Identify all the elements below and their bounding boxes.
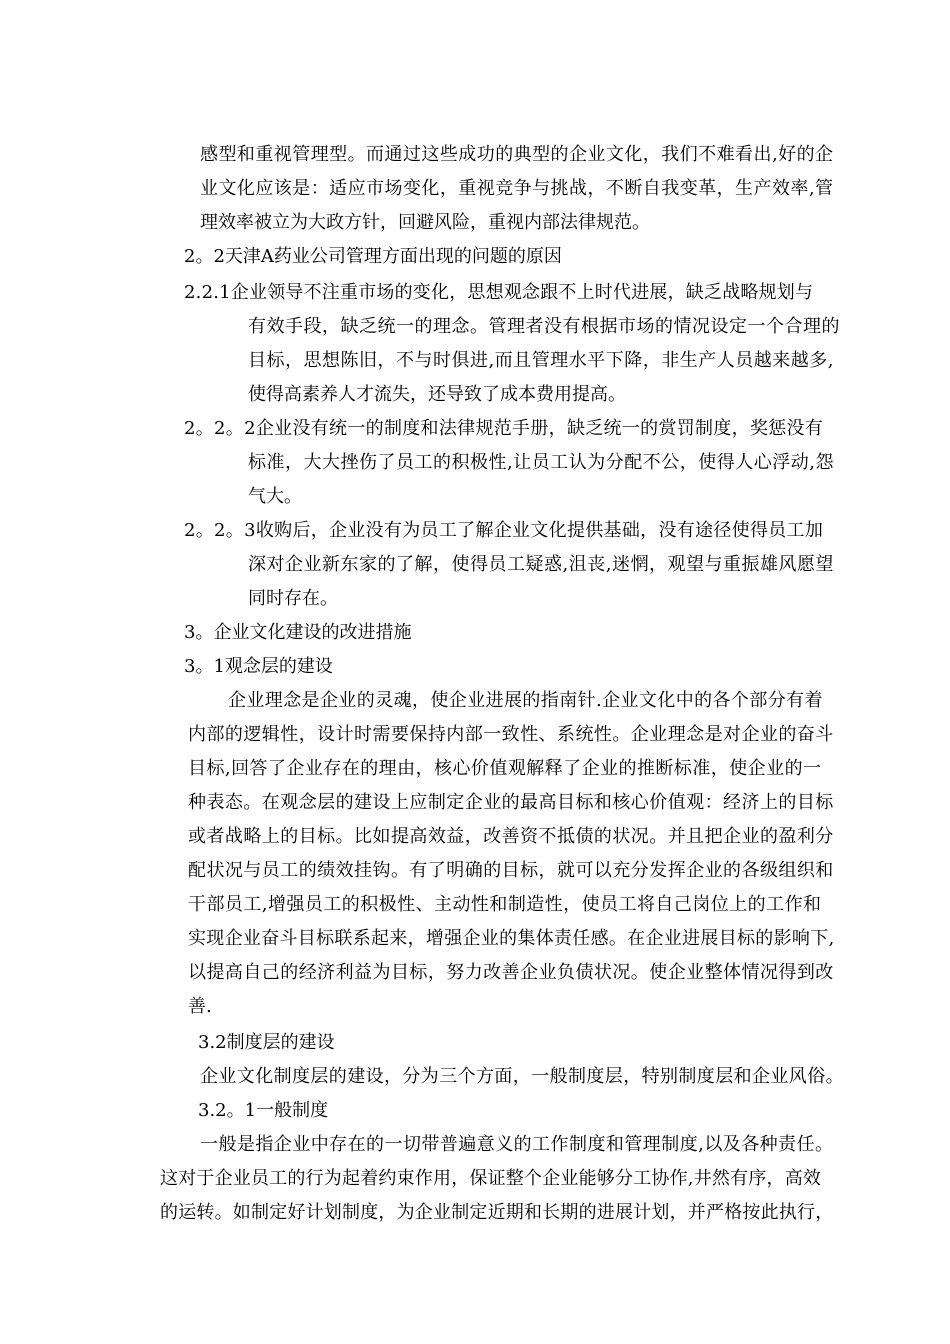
paragraph-line: 干部员工,增强员工的积极性、主动性和制造性，使员工将自己岗位上的工作和 [188,894,822,915]
paragraph-line: 的运转。如制定好计划制度，为企业制定近期和长期的进展计划，并严格按此执行， [160,1202,834,1223]
section-heading: 3。企业文化建设的改进措施 [184,622,412,643]
paragraph-line: 以提高自己的经济利益为目标，努力改善企业负债状况。使企业整体情况得到改 [188,962,834,983]
paragraph-line: 目标,回答了企业存在的理由，核心价值观解释了企业的推断标准，使企业的一 [188,758,822,779]
subsection-heading: 2。2。3收购后，企业没有为员工了解企业文化提供基础，没有途径使得员工加 [184,520,824,541]
subsection-heading: 2。2。2企业没有统一的制度和法律规范手册，缺乏统一的赏罚制度，奖惩没有 [184,418,824,439]
text-line: 感型和重视管理型。而通过这些成功的典型的企业文化，我们不难看出,好的企 [200,144,834,165]
paragraph-line: 配状况与员工的绩效挂钩。有了明确的目标，就可以充分发挥企业的各级组织和 [188,860,834,881]
paragraph-line: 或者战略上的目标。比如提高效益，改善资不抵债的状况。并且把企业的盈利分 [188,826,834,847]
paragraph-line: 企业文化制度层的建设，分为三个方面，一般制度层，特别制度层和企业风俗。 [200,1066,844,1087]
section-heading: 2。2天津A药业公司管理方面出现的问题的原因 [184,246,562,267]
subsection-heading: 2.2.1企业领导不注重市场的变化，思想观念跟不上时代进展，缺乏战略规划与 [184,282,814,303]
paragraph-line: 实现企业奋斗目标联系起来，增强企业的集体责任感。在企业进展目标的影响下, [188,928,835,949]
text-line: 使得高素养人才流失，还导致了成本费用提高。 [248,384,626,405]
text-line: 理效率被立为大政方针，回避风险，重视内部法律规范。 [200,212,650,233]
text-line: 目标，思想陈旧，不与时俱进,而且管理水平下降，非生产人员越来越多, [248,350,834,371]
paragraph-line: 善. [188,996,212,1017]
paragraph-line: 种表态。在观念层的建设上应制定企业的最高目标和核心价值观：经济上的目标 [188,792,834,813]
paragraph-line: 一般是指企业中存在的一切带普遍意义的工作制度和管理制度,以及各种责任。 [200,1134,834,1155]
paragraph-line: 企业理念是企业的灵魂，使企业进展的指南针.企业文化中的各个部分有着 [228,690,823,711]
text-line: 深对企业新东家的了解，使得员工疑惑,沮丧,迷惘，观望与重振雄风愿望 [248,554,834,575]
text-line: 标准，大大挫伤了员工的积极性,让员工认为分配不公，使得人心浮动,怨 [248,452,834,473]
paragraph-line: 内部的逻辑性，设计时需要保持内部一致性、系统性。企业理念是对企业的奋斗 [188,724,834,745]
subsection-heading: 3.2。1一般制度 [198,1100,329,1121]
text-line: 有效手段，缺乏统一的理念。管理者没有根据市场的情况设定一个合理的 [248,316,840,337]
paragraph-line: 这对于企业员工的行为起着约束作用，保证整个企业能够分工协作,井然有序，高效 [160,1168,822,1189]
text-line: 业文化应该是：适应市场变化，重视竞争与挑战，不断自我变革，生产效率,管 [200,178,834,199]
subsection-heading: 3.2制度层的建设 [198,1032,335,1053]
text-line: 同时存在。 [248,588,338,609]
text-line: 气大。 [248,486,302,507]
subsection-heading: 3。1观念层的建设 [184,656,333,677]
